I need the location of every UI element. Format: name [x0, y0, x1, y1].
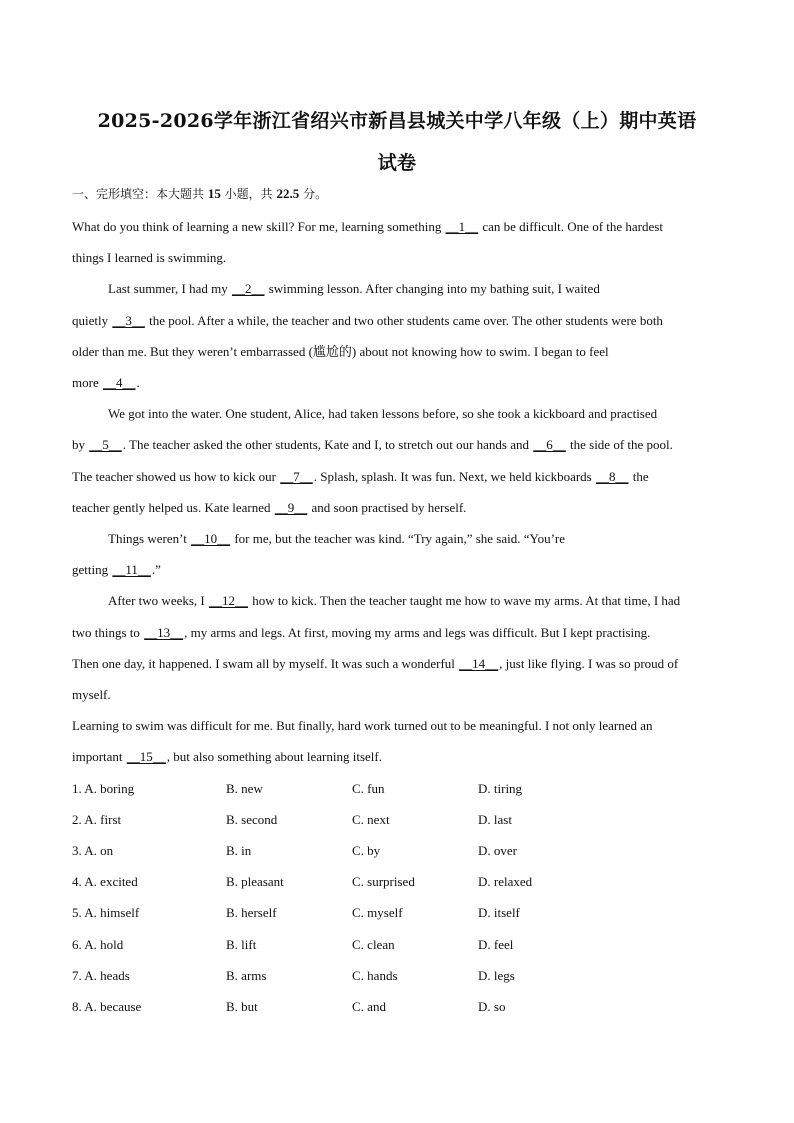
text: by	[72, 437, 89, 452]
option-4d: D. relaxed	[478, 874, 533, 889]
option-3a: 3. A. on	[72, 843, 114, 858]
text: how to kick. Then the teacher taught me how to wave my arms. At that time, I had	[249, 593, 681, 608]
text: .”	[151, 562, 161, 577]
passage-line	[72, 219, 663, 235]
text: , but also something about learning itself.	[166, 749, 382, 764]
passage-line: things I learned is swimming.	[72, 250, 227, 265]
blank-10: __10__	[191, 531, 231, 546]
option-3c: C. by	[352, 843, 381, 858]
passage-line	[108, 593, 680, 609]
option-7a: 7. A. heads	[72, 968, 130, 983]
text: for me, but the teacher was kind. “Try again,” she said. “You’re	[231, 531, 566, 546]
passage-line	[72, 313, 663, 329]
option-4a: 4. A. excited	[72, 874, 138, 889]
blank-8: __8__	[596, 469, 629, 484]
section-mid: 小题，共	[224, 187, 273, 201]
option-7c: C. hands	[352, 968, 398, 983]
blank-14: __14__	[459, 656, 499, 671]
blank-11: __11__	[112, 562, 151, 577]
section-suffix: 分。	[303, 187, 328, 201]
blank-4: __4__	[102, 375, 136, 390]
option-7b: B. arms	[226, 968, 267, 983]
text: quietly	[72, 313, 112, 328]
option-5c: C. myself	[352, 905, 403, 920]
passage-line	[72, 375, 140, 391]
text: two things to	[72, 625, 144, 640]
option-8b: B. but	[226, 999, 258, 1014]
passage-line: We got into the water. One student, Alice, had taken lessons before, so she took a kickboard and practised	[108, 406, 658, 421]
section-prefix: 一、完形填空：本大题共	[72, 187, 205, 201]
passage-line	[108, 281, 600, 297]
text: swimming lesson. After changing into my bathing suit, I waited	[265, 281, 600, 296]
text: the	[629, 469, 649, 484]
text: , just like flying. I was so proud of	[499, 656, 679, 671]
passage-line	[72, 437, 673, 453]
text: After two weeks, I	[108, 593, 208, 608]
blank-5: __5__	[89, 437, 122, 452]
text: the side of the pool.	[566, 437, 673, 452]
text: more	[72, 375, 102, 390]
text: Things weren’t	[108, 531, 191, 546]
option-4c: C. surprised	[352, 874, 415, 889]
passage-line	[72, 500, 466, 516]
question-count: 15	[207, 186, 221, 201]
option-6a: 6. A. hold	[72, 937, 124, 952]
text: What do you think of learning a new skill? For me, learning something	[72, 219, 445, 234]
option-8c: C. and	[352, 999, 386, 1014]
option-2b: B. second	[226, 812, 278, 827]
text: . Splash, splash. It was fun. Next, we held kickboards	[313, 469, 595, 484]
blank-3: __3__	[112, 313, 145, 328]
text: and soon practised by herself.	[308, 500, 467, 515]
option-4b: B. pleasant	[226, 874, 284, 889]
option-5a: 5. A. himself	[72, 905, 140, 920]
section-heading	[72, 185, 327, 202]
option-8a: 8. A. because	[72, 999, 142, 1014]
text: important	[72, 749, 126, 764]
exam-title-line-2: 试卷	[377, 152, 417, 174]
option-6d: D. feel	[478, 937, 514, 952]
passage-line	[108, 531, 565, 547]
blank-9: __9__	[274, 500, 308, 515]
text: the pool. After a while, the teacher and two other students came over. The other students were both	[145, 313, 663, 328]
option-1c: C. fun	[352, 781, 385, 796]
option-2d: D. last	[478, 812, 512, 827]
blank-6: __6__	[533, 437, 566, 452]
option-7d: D. legs	[478, 968, 515, 983]
option-8d: D. so	[478, 999, 506, 1014]
passage-line	[72, 656, 678, 672]
text: teacher gently helped us. Kate learned	[72, 500, 274, 515]
blank-1: __1__	[445, 219, 479, 234]
text: getting	[72, 562, 112, 577]
blank-13: __13__	[144, 625, 184, 640]
option-1a: 1. A. boring	[72, 781, 135, 796]
total-score: 22.5	[276, 186, 300, 201]
text: The teacher showed us how to kick our	[72, 469, 280, 484]
option-5d: D. itself	[478, 905, 520, 920]
exam-title-line-1: 2025-2026学年浙江省绍兴市新昌县城关中学八年级（上）期中英语	[97, 110, 697, 132]
blank-15: __15__	[126, 749, 166, 764]
option-3b: B. in	[226, 843, 252, 858]
passage-line	[72, 625, 650, 641]
passage-line	[72, 469, 649, 485]
option-2c: C. next	[352, 812, 390, 827]
blank-12: __12__	[209, 593, 248, 608]
text: , my arms and legs. At first, moving my arms and legs was difficult. But I kept practising.	[184, 625, 651, 640]
option-5b: B. herself	[226, 905, 277, 920]
option-1d: D. tiring	[478, 781, 523, 796]
text: Last summer, I had my	[108, 281, 231, 296]
passage-line: older than me. But they weren’t embarrassed (尴尬的) about not knowing how to swim. I began to feel	[72, 344, 609, 359]
blank-2: __2__	[231, 281, 265, 296]
text: Then one day, it happened. I swam all by myself. It was such a wonderful	[72, 656, 459, 671]
option-2a: 2. A. first	[72, 812, 122, 827]
blank-7: __7__	[280, 469, 313, 484]
option-1b: B. new	[226, 781, 263, 796]
text: can be difficult. One of the hardest	[479, 219, 663, 234]
passage-line: myself.	[72, 687, 111, 702]
passage-line: Learning to swim was difficult for me. But finally, hard work turned out to be meaningful. I not only learned an	[72, 718, 653, 733]
passage-line	[72, 562, 161, 578]
option-3d: D. over	[478, 843, 517, 858]
option-6c: C. clean	[352, 937, 395, 952]
option-6b: B. lift	[226, 937, 257, 952]
text: .	[136, 375, 140, 390]
passage-line	[72, 749, 382, 765]
text: . The teacher asked the other students, Kate and I, to stretch out our hands and	[122, 437, 533, 452]
